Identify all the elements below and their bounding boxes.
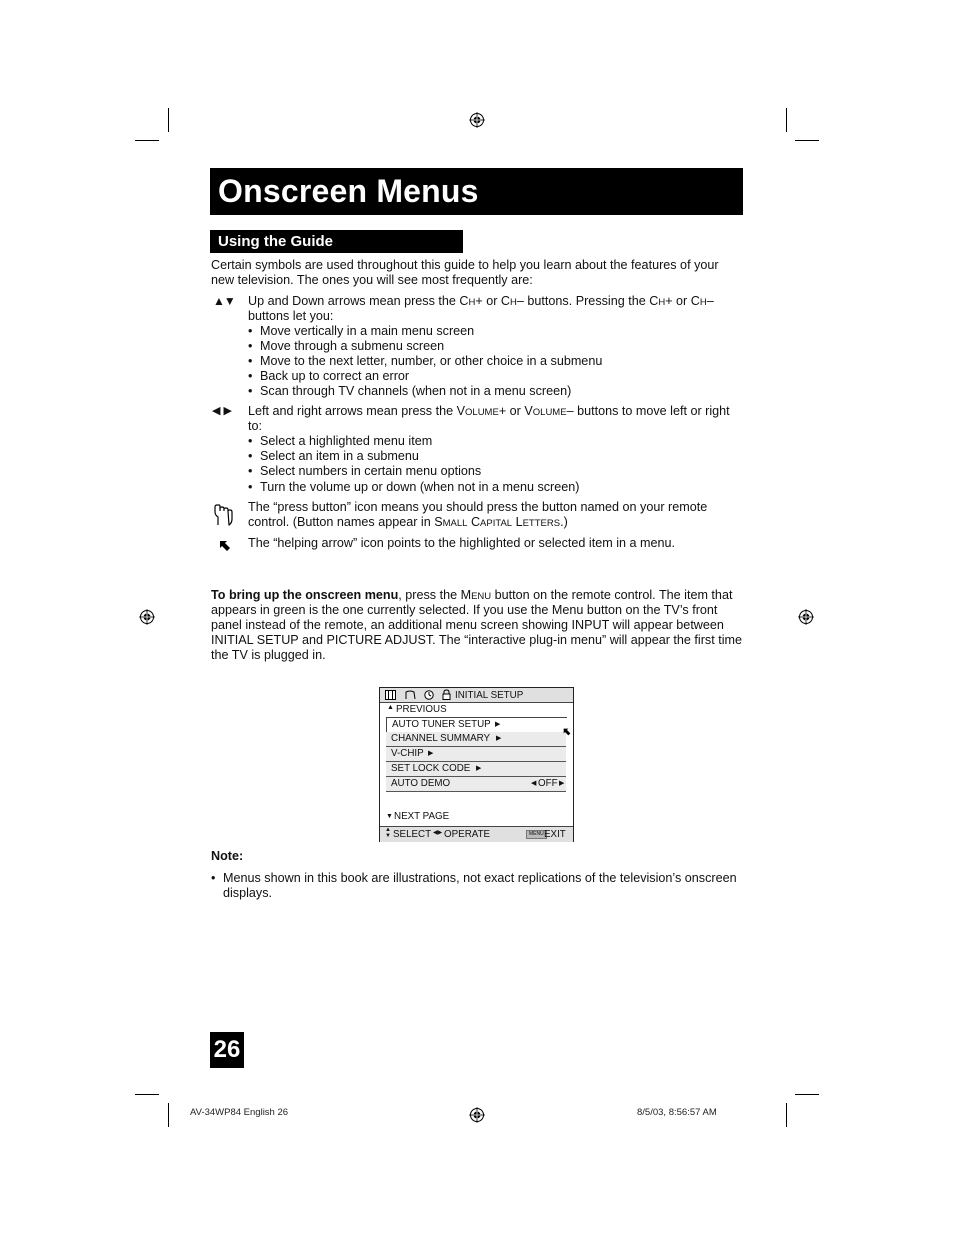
page-title: Onscreen Menus — [218, 173, 479, 209]
lock-tab-icon — [442, 689, 451, 700]
leftright-description: Left and right arrows mean press the VOLUME+ or VOLUME– buttons to move left or right — [248, 404, 730, 418]
right-triangle-icon: ▶ — [495, 721, 501, 728]
intro-paragraph: Certain symbols are used throughout this guide to help you learn about the features of your new television. The ones you will see most frequently are: — [211, 258, 719, 287]
clock-tab-icon — [424, 690, 434, 700]
footer-right: 8/5/03, 8:56:57 AM — [637, 1107, 717, 1118]
registration-mark-icon — [469, 1107, 485, 1123]
registration-mark-icon — [469, 112, 485, 128]
right-triangle-icon: ▶ — [476, 765, 482, 772]
crop-mark — [168, 1103, 169, 1127]
note-heading: Note: — [211, 849, 244, 863]
section-heading: Using the Guide — [218, 233, 334, 250]
bring-up-paragraph-line5: the TV is plugged in. — [211, 648, 326, 662]
footer-left: AV-34WP84 English 26 — [190, 1107, 289, 1118]
crop-mark — [786, 1103, 787, 1127]
menu-footer — [380, 826, 573, 842]
left-right-arrows-icon: ◀ ▶ — [212, 405, 232, 417]
bring-up-paragraph-line2: appears in green is the one currently selected. If you use the Menu button on the TV’s front — [211, 603, 718, 617]
section-heading-bar — [210, 230, 463, 253]
auto-demo-value: OFF — [538, 778, 558, 789]
menu-item-set-lock-code[interactable]: SET LOCK CODE ▶ — [386, 762, 566, 777]
menu-item-auto-tuner-setup[interactable]: AUTO TUNER SETUP ▶ — [386, 717, 567, 733]
menu-item-v-chip[interactable]: V-CHIP ▶ — [386, 747, 566, 762]
crop-mark — [795, 1094, 819, 1095]
up-down-arrows-icon: ▲▼ — [213, 294, 235, 308]
left-right-small-icon: ◀▶ — [433, 830, 443, 836]
picture-tab-icon — [405, 690, 416, 700]
crop-mark — [168, 108, 169, 132]
press-button-description-line2: control. (Button names appear in SMALL CAPITAL LETTERS.) — [248, 515, 568, 529]
crop-mark — [135, 1094, 159, 1095]
crop-mark — [795, 140, 819, 141]
helping-arrow-icon — [219, 540, 231, 552]
right-triangle-icon: ▶ — [559, 780, 565, 787]
bring-up-paragraph-line4: INITIAL SETUP and PICTURE ADJUST. The “interactive plug-in menu” will appear the first time — [211, 633, 742, 647]
helping-arrow-description: The “helping arrow” icon points to the highlighted or selected item in a menu. — [248, 536, 676, 550]
down-triangle-icon: ▼ — [386, 813, 393, 820]
left-triangle-icon: ◀ — [531, 780, 537, 787]
registration-mark-icon — [798, 609, 814, 625]
note-line2: displays. — [223, 886, 272, 900]
registration-mark-icon — [139, 609, 155, 625]
press-button-description: The “press button” icon means you should press the button named on your remote — [248, 500, 708, 514]
menu-header — [380, 688, 573, 703]
bring-up-paragraph-line1: To bring up the onscreen menu, press the MENU button on the remote control. The item that — [211, 588, 733, 602]
right-triangle-icon: ▶ — [496, 735, 502, 742]
menu-item-channel-summary[interactable]: CHANNEL SUMMARY ▶ — [386, 732, 566, 747]
right-triangle-icon: ▶ — [428, 750, 434, 757]
setup-tab-icon — [385, 690, 396, 700]
leftright-description-line2: to: — [248, 419, 263, 433]
menu-next-page[interactable]: NEXT PAGE — [394, 811, 450, 822]
bring-up-paragraph-line3: panel instead of the remote, an additional menu screen showing INPUT will appear between — [211, 618, 724, 632]
up-triangle-icon: ▲ — [387, 704, 394, 711]
page-number: 26 — [210, 1032, 244, 1068]
menu-previous[interactable]: PREVIOUS — [396, 704, 447, 715]
updown-description: Up and Down arrows mean press the CH+ or CH– buttons. Pressing the CH+ or CH– — [248, 294, 714, 308]
menu-key-icon: MENU — [526, 830, 547, 839]
onscreen-menu-illustration — [379, 687, 574, 842]
crop-mark — [135, 140, 159, 141]
press-button-hand-icon — [212, 503, 236, 527]
crop-mark — [786, 108, 787, 132]
updown-description-line2: buttons let you: — [248, 309, 334, 323]
menu-title: INITIAL SETUP — [455, 690, 524, 701]
up-down-small-icon: ▲ ▼ — [385, 827, 391, 839]
note-bullet-dot: • — [211, 871, 216, 885]
menu-exit-label: EXIT — [544, 829, 566, 840]
menu-item-auto-demo[interactable]: AUTO DEMO ◀ OFF ▶ — [386, 777, 566, 792]
note-line1: Menus shown in this book are illustrations, not exact replications of the television’s onscreen — [223, 871, 737, 885]
menu-operate-label: OPERATE — [444, 829, 491, 840]
menu-select-label: SELECT — [393, 829, 432, 840]
helping-arrow-icon — [563, 728, 571, 736]
page-title-bar — [210, 168, 743, 215]
